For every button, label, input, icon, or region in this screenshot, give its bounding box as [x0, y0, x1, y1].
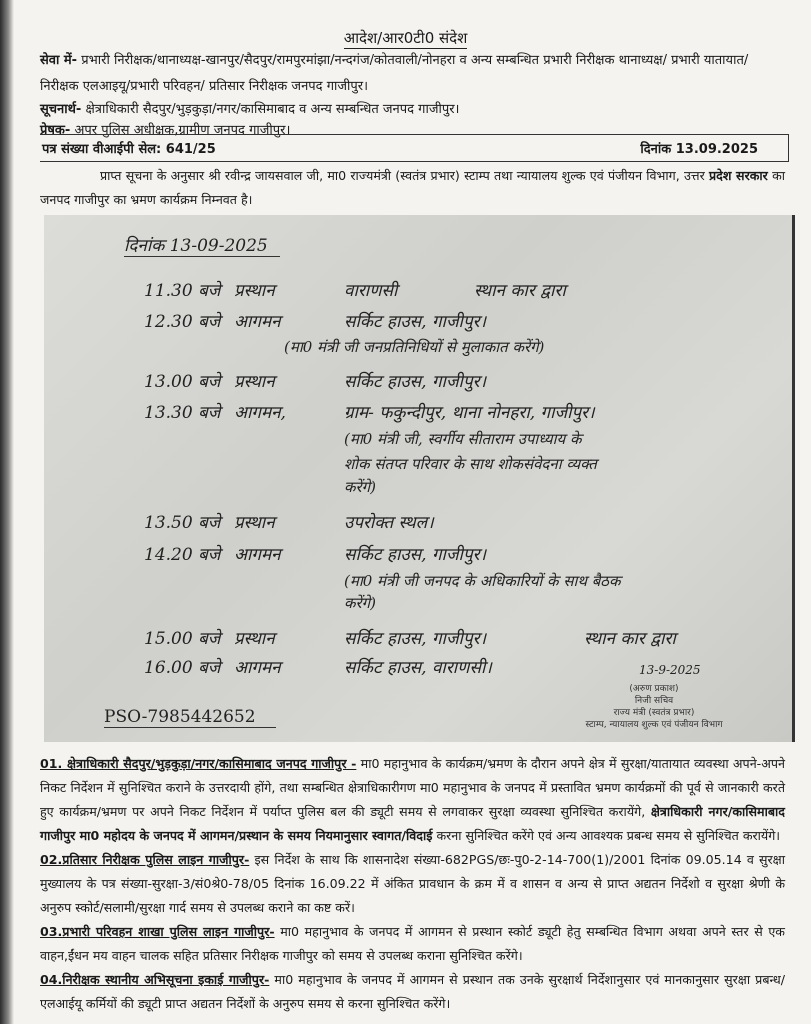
direction-heading: 02.प्रतिसार निरीक्षक पुलिस लाइन गाजीपुर-	[40, 852, 250, 867]
letter-number: पत्र संख्या वीआईपी सेल: 641/25	[42, 142, 216, 157]
row-note: (मा0 मंत्री जी जनप्रतिनिधियों से मुलाकात करेंगे)	[284, 338, 545, 356]
row-place: ग्राम- फकुन्दीपुर, थाना नोनहरा, गाजीपुर।	[344, 403, 595, 423]
row-mode: स्थान कार द्वारा	[474, 281, 566, 301]
signature-date: 13-9-2025	[639, 663, 701, 677]
addressee	[40, 50, 748, 68]
row-time: 14.20 बजे	[144, 545, 221, 565]
intro-text-2: का जनपद गाजीपुर का भ्रमण कार्यक्रम निम्नवत है।	[40, 168, 785, 207]
direction-text: मा0 महानुभाव के जनपद में आगमन से प्रस्थान स्कोर्ट ड्यूटी हेतु सम्बन्धित विभाग अथवा अपने स्तर से एक वाहन,ईंधन मय वाहन चालक सहित प्रतिसार निरीक्षक गाजीपुर को समय से उपलब्ध कराना सुनिश्चित करेंगे।	[40, 924, 785, 963]
row-note: करेंगे)	[344, 478, 376, 496]
direction-heading: 01. क्षेत्राधिकारी सैदपुर/भुड़कुड़ा/नगर/कासिमाबाद जनपद गाजीपुर -	[40, 756, 357, 771]
direction-4	[40, 968, 785, 1016]
page-edge-shadow	[0, 0, 14, 1024]
row-note: शोक संतप्त परिवार के साथ शोकसंवेदना व्यक्त	[344, 455, 597, 473]
row-place: सर्किट हाउस, गाजीपुर।	[344, 312, 487, 332]
direction-text-after: करना सुनिश्चित करेंगे एवं अन्य आवश्यक प्रबन्ध समय से सुनिश्चित करायेंगे।	[436, 828, 781, 843]
row-note: (मा0 मंत्री जी जनपद के अधिकारियों के साथ बैठक	[344, 572, 621, 590]
direction-3	[40, 920, 785, 968]
row-action: आगमन	[234, 312, 281, 332]
schedule-date: दिनांक 13-09-2025	[124, 233, 280, 257]
signatory-name: (अरुण प्रकाश)	[629, 684, 679, 694]
row-time: 15.00 बजे	[144, 629, 221, 649]
row-note: करेंगे)	[344, 594, 376, 612]
info-label: सूचनार्थ-	[40, 102, 82, 117]
row-mode: स्थान कार द्वारा	[584, 629, 676, 649]
signature-block	[584, 683, 724, 731]
row-time: 16.00 बजे	[144, 658, 221, 678]
row-time: 13.30 बजे	[144, 403, 221, 423]
direction-1	[40, 752, 785, 848]
signatory-office: राज्य मंत्री (स्वतंत्र प्रभार)	[613, 708, 695, 718]
row-place: सर्किट हाउस, वाराणसी।	[344, 658, 492, 678]
handwritten-schedule	[44, 215, 795, 742]
row-place: सर्किट हाउस, गाजीपुर।	[344, 629, 487, 649]
addressee-text: प्रभारी निरीक्षक/थानाध्यक्ष-खानपुर/सैदपुर/रामपुरमांझा/नन्दगंज/कोतवाली/नोनहरा व अन्य सम्बन्धित प्रभारी निरीक्षक थानाध्यक्ष/ प्रभारी यातायात/	[81, 53, 749, 68]
row-time: 13.50 बजे	[144, 513, 221, 533]
row-action: प्रस्थान	[234, 629, 275, 649]
addressee-line-2: निरीक्षक एलआइयू/प्रभारी परिवहन/ प्रतिसार निरीक्षक जनपद गाजीपुर।	[40, 79, 369, 94]
row-action: प्रस्थान	[234, 513, 275, 533]
row-action: आगमन	[234, 658, 281, 678]
direction-2	[40, 848, 785, 920]
direction-heading: 03.प्रभारी परिवहन शाखा पुलिस लाइन गाजीपुर-	[40, 924, 275, 939]
row-time: 11.30 बजे	[144, 281, 221, 301]
document-title: आदेश/आर0टी0 संदेश	[343, 29, 468, 47]
addressee-label: सेवा में-	[40, 53, 78, 68]
letter-date: दिनांक 13.09.2025	[640, 142, 758, 157]
row-action: आगमन	[234, 545, 281, 565]
direction-text: मा0 महानुभाव के जनपद में आगमन से प्रस्थान तक उनके सुरक्षार्थ निर्देशानुसार एवं मानकानुसार सुरक्षा प्रबन्ध/एलआईयू कर्मियों की ड्यूटी प्राप्त अद्यतन निर्देशों के अनुरुप समय से करना सुनिश्चित करेंगे।	[40, 972, 785, 1011]
direction-text: इस निर्देश के साथ कि शासनादेश संख्या-682PGS/छः-पु0-2-14-700(1)/2001 दिनांक 09.05.14 व सुरक्षा मुख्यालय के पत्र संख्या-सुरक्षा-3/सं0श्रे0-78/05 दिनांक 16.09.22 में अंकित प्रावधान के क्रम में व शासन व अन्य से प्राप्त अद्यतन निर्देशो व सुरक्षा श्रेणी के अनुरुप स्कोर्ट/सलामी/सुरक्षा गार्द समय से उपलब्ध कराने का कष्ट करें।	[40, 852, 785, 915]
row-place: उपरोक्त स्थल।	[344, 513, 434, 533]
row-action: प्रस्थान	[234, 281, 275, 301]
signatory-dept: स्टाम्प, न्यायालय शुल्क एवं पंजीयन विभाग	[585, 720, 723, 730]
signatory-title: निजी सचिव	[634, 696, 674, 706]
row-place: सर्किट हाउस, गाजीपुर।	[344, 545, 487, 565]
row-place: वाराणसी	[344, 281, 398, 301]
direction-heading: 04.निरीक्षक स्थानीय अभिसूचना इकाई गाजीपुर-	[40, 972, 270, 987]
sender-text: अपर पुलिस अधीक्षक,ग्रामीण जनपद गाजीपुर।	[74, 123, 291, 138]
intro-bold: प्रदेश सरकार	[709, 168, 768, 183]
intro-text: प्राप्त सूचना के अनुसार श्री रवीन्द्र जायसवाल जी, मा0 राज्यमंत्री (स्वतंत्र प्रभार) स्टाम्प तथा न्यायालय शुल्क एवं पंजीयन विभाग, उत्तर	[100, 168, 705, 183]
row-action: आगमन,	[234, 403, 286, 423]
pso-number: PSO-7985442652	[104, 707, 276, 728]
row-place: सर्किट हाउस, गाजीपुर।	[344, 372, 487, 392]
row-time: 12.30 बजे	[144, 312, 221, 332]
sender-label: प्रेषक-	[40, 123, 71, 138]
row-time: 13.00 बजे	[144, 372, 221, 392]
for-information	[40, 99, 459, 117]
row-note: (मा0 मंत्री जी, स्वर्गीय सीताराम उपाध्याय के	[344, 430, 582, 448]
direction-bold: क्षेत्राधिकारी नगर/कासिमाबाद गाजीपुर मा0 महोदय के जनपद में आगमन/प्रस्थान के समय नियमानुसार स्वागत/विदाई	[40, 804, 785, 843]
intro-paragraph	[40, 164, 785, 212]
reference-box	[40, 134, 789, 162]
direction-text: मा0 महानुभाव के कार्यक्रम/भ्रमण के दौरान अपने क्षेत्र में सुरक्षा/यातायात व्यवस्था अपने-अपने निकट निर्देशन में सुनिश्चित कराने के उत्तरदायी होंगे, तथा सम्बन्धित क्षेत्राधिकारीगण मा0 महानुभाव के जनपद में प्रस्तावित भ्रमण कार्यक्रमों की पूर्व से जानकारी करते हुए कार्यक्रम/भ्रमण पर अपने निकट निर्देशन में पर्याप्त पुलिस बल की ड्यूटी समय से लगवाकर सुरक्षा व्यवस्था सुनिश्चित करायेंगे,	[40, 756, 785, 819]
info-text: क्षेत्राधिकारी सैदपुर/भुड़कुड़ा/नगर/कासिमाबाद व अन्य सम्बन्धित जनपद गाजीपुर।	[85, 102, 460, 117]
row-action: प्रस्थान	[234, 372, 275, 392]
